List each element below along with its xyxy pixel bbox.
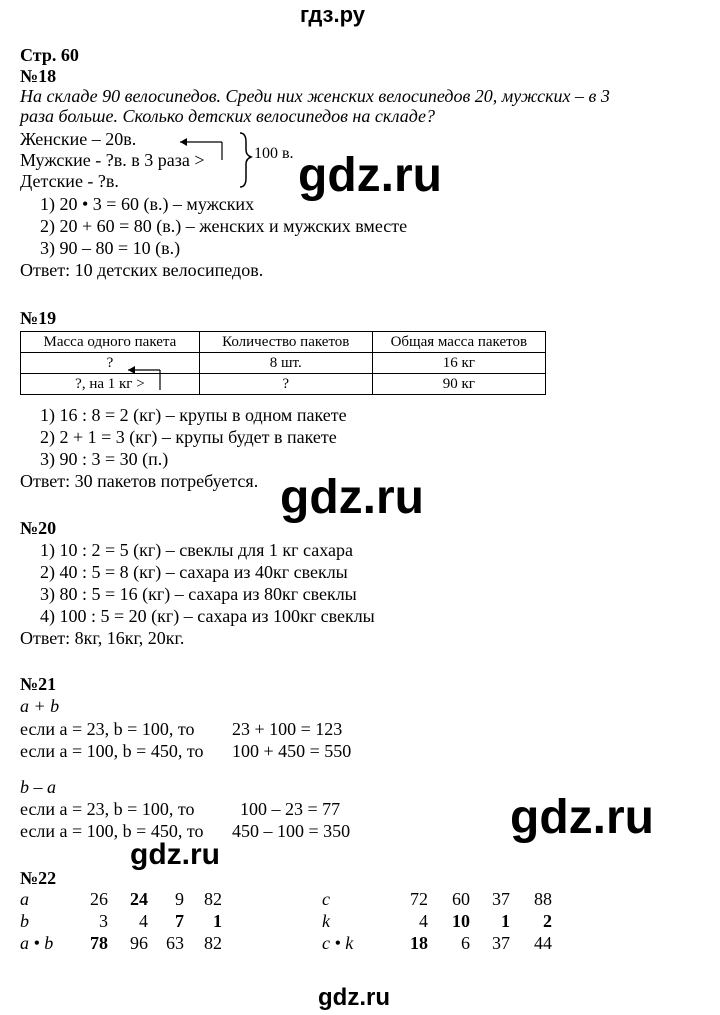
table-cell: 4 [419, 910, 428, 931]
row-label: b [20, 910, 29, 931]
table-row [21, 353, 546, 374]
task22-left-table [20, 888, 222, 954]
task18-brace-label: 100 в. [254, 145, 294, 162]
table-cell: 10 [452, 910, 470, 931]
table-cell: 7 [175, 910, 184, 931]
table-cell: 4 [139, 910, 148, 931]
task21-expr1-calc-2: 100 + 450 = 550 [232, 741, 352, 761]
task21-expr2-calc-2: 450 – 100 = 350 [232, 821, 351, 841]
task19-number: №19 [20, 308, 57, 328]
table-cell: 37 [492, 932, 510, 953]
task20-step-2: 2) 40 : 5 = 8 (кг) – сахара из 40кг свеклы [40, 562, 348, 582]
watermark-3: gdz.ru [510, 791, 654, 844]
table-cell: 63 [166, 932, 184, 953]
task21-expr1-calc-1: 23 + 100 = 123 [232, 719, 343, 739]
table-cell: 3 [99, 910, 108, 931]
table-cell: 24 [130, 888, 148, 909]
task20-step-3: 3) 80 : 5 = 16 (кг) – сахара из 80кг свеклы [40, 584, 357, 604]
task21-expr1-cond-1: если a = 23, b = 100, то [20, 719, 195, 739]
task18-number: №18 [20, 66, 57, 86]
table-cell: ?, на 1 кг > [21, 374, 200, 395]
table-cell: 9 [175, 888, 184, 909]
table-cell: 16 кг [372, 353, 545, 374]
table-cell: 18 [410, 932, 428, 953]
task21-number: №21 [20, 674, 57, 694]
table-cell: 60 [452, 888, 470, 909]
table-cell: 82 [204, 888, 222, 909]
task18-step-3: 3) 90 – 80 = 10 (в.) [40, 238, 181, 258]
task22-right-table [322, 888, 552, 954]
task21-expr2-calc-1: 100 – 23 = 77 [240, 799, 341, 819]
task21-expr2: b – a [20, 777, 56, 797]
table-header-row [21, 332, 546, 353]
site-header[interactable]: гдз.ру [300, 2, 365, 27]
row-label: c • k [322, 932, 354, 953]
table-cell: 6 [461, 932, 470, 953]
watermark-2: gdz.ru [280, 471, 424, 524]
table-cell: 96 [130, 932, 148, 953]
table-row [20, 932, 222, 954]
table-cell: ? [199, 374, 372, 395]
task18-condition-line1: На складе 90 велосипедов. Среди них женских велосипедов 20, мужских – в 3 [20, 86, 610, 106]
task18-short-kids: Детские - ?в. [20, 171, 119, 191]
row-label: a [20, 888, 29, 909]
task21-expr2-cond-2: если a = 100, b = 450, то [20, 821, 204, 841]
table-row [20, 910, 222, 932]
task18-step-2: 2) 20 + 60 = 80 (в.) – женских и мужских вместе [40, 216, 408, 236]
table-cell: 90 кг [372, 374, 545, 395]
table-cell: 88 [534, 888, 552, 909]
table-row [20, 888, 222, 910]
table-row [322, 888, 552, 910]
watermark-5: gdz.ru [318, 984, 390, 1011]
task19-answer: Ответ: 30 пакетов потребуется. [20, 471, 259, 491]
task20-number: №20 [20, 518, 57, 538]
table-row [322, 932, 552, 954]
table-header-cell: Масса одного пакета [21, 332, 200, 353]
table-cell: 8 шт. [199, 353, 372, 374]
table-row [322, 910, 552, 932]
task18-condition-line2: раза больше. Сколько детских велосипедов на складе? [20, 106, 436, 126]
task21-expr2-cond-1: если a = 23, b = 100, то [20, 799, 195, 819]
task19-step-1: 1) 16 : 8 = 2 (кг) – крупы в одном пакете [40, 405, 347, 425]
task22-number: №22 [20, 868, 57, 888]
table-cell: 72 [410, 888, 428, 909]
task20-step-4: 4) 100 : 5 = 20 (кг) – сахара из 100кг свеклы [40, 606, 375, 626]
table-row [21, 374, 546, 395]
task21-expr1: a + b [20, 696, 60, 716]
table-header-cell: Количество пакетов [199, 332, 372, 353]
task18-answer: Ответ: 10 детских велосипедов. [20, 260, 264, 280]
table-cell: 44 [534, 932, 552, 953]
table-cell: 1 [213, 910, 222, 931]
table-cell: 2 [543, 910, 552, 931]
table-header-cell: Общая масса пакетов [372, 332, 545, 353]
task19-arrow [120, 362, 180, 396]
table-cell: 26 [90, 888, 108, 909]
row-label: a • b [20, 932, 54, 953]
task20-answer: Ответ: 8кг, 16кг, 20кг. [20, 628, 185, 648]
row-label: c [322, 888, 330, 909]
watermark-1: gdz.ru [298, 149, 442, 202]
row-label: k [322, 910, 330, 931]
page-label: Стр. 60 [20, 45, 79, 65]
table-cell: 82 [204, 932, 222, 953]
task21-expr1-cond-2: если a = 100, b = 450, то [20, 741, 204, 761]
task18-arrow-brace [170, 130, 260, 192]
table-cell: 78 [90, 932, 108, 953]
task20-step-1: 1) 10 : 2 = 5 (кг) – свеклы для 1 кг сахара [40, 540, 353, 560]
task19-step-2: 2) 2 + 1 = 3 (кг) – крупы будет в пакете [40, 427, 337, 447]
task18-short-women: Женские – 20в. [20, 129, 137, 149]
watermark-4: gdz.ru [130, 838, 220, 871]
task19-table [20, 331, 546, 395]
table-cell: 1 [501, 910, 510, 931]
table-cell: ? [21, 353, 200, 374]
task18-short-men: Мужские - ?в. в 3 раза > [20, 150, 205, 170]
task18-step-1: 1) 20 • 3 = 60 (в.) – мужских [40, 194, 255, 214]
task19-step-3: 3) 90 : 3 = 30 (п.) [40, 449, 169, 469]
table-cell: 37 [492, 888, 510, 909]
